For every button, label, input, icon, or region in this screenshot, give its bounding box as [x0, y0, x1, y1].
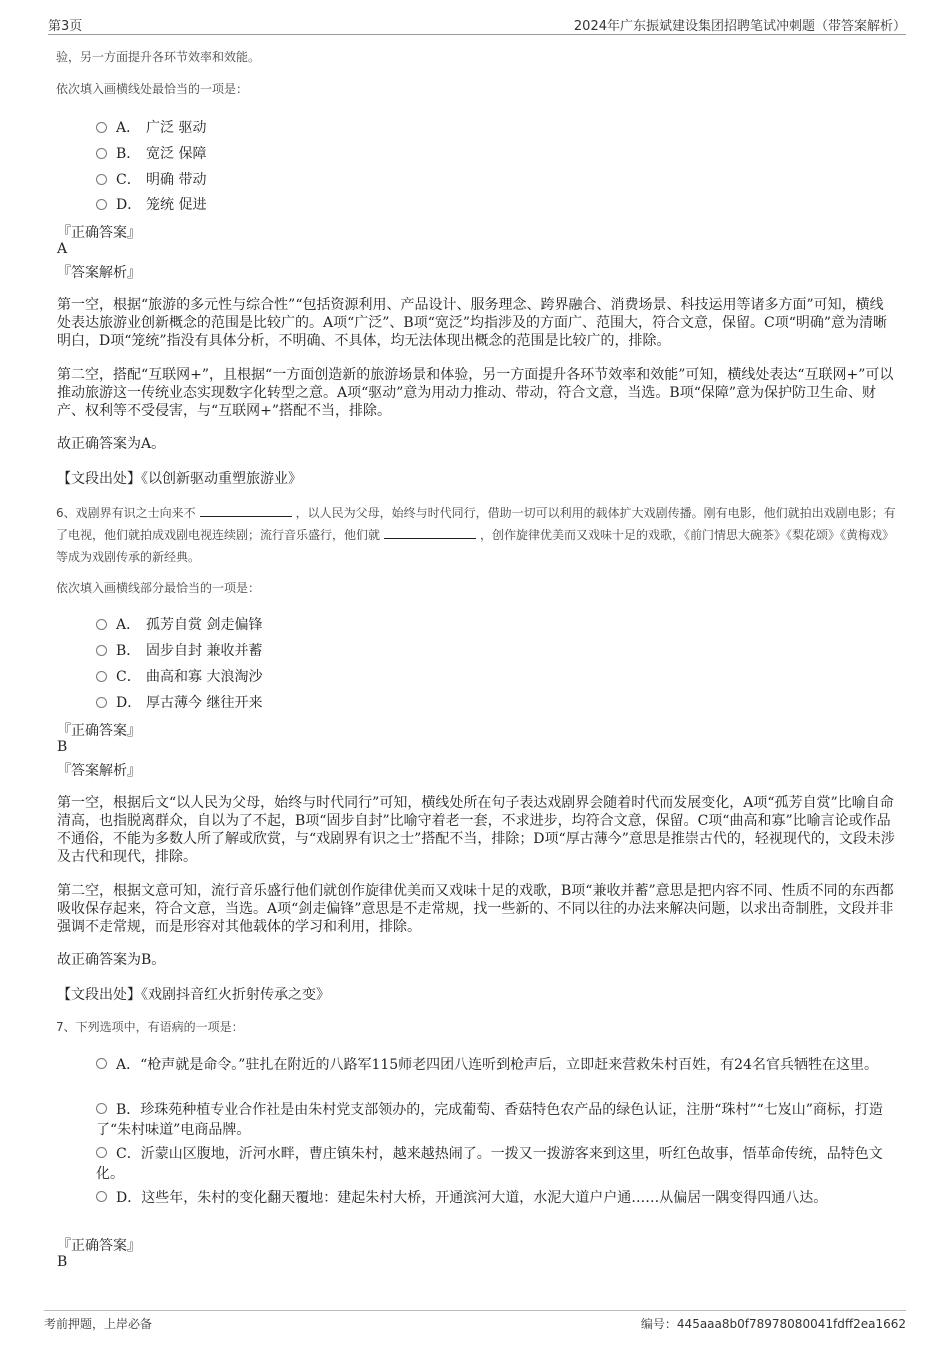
page-number: 第3页	[48, 19, 83, 34]
radio-icon[interactable]	[96, 122, 107, 133]
q6-answer-label: 『正确答案』	[57, 723, 141, 739]
q5-answer: A	[57, 241, 68, 257]
q5-analysis-label: 『答案解析』	[57, 265, 141, 281]
q6-source: 【文段出处】《戏剧抖音红火折射传承之变》	[57, 987, 330, 1003]
q6-option-b[interactable]: B． 固步自封 兼收并蓄	[96, 640, 262, 660]
document-title: 2024年广东振斌建设集团招聘笔试冲刺题（带答案解析）	[573, 19, 906, 34]
blank-line	[200, 504, 292, 517]
q7-option-a[interactable]: A．“枪声就是命令。”驻扎在附近的八路军115师老四团八连听到枪声后，立即赶来营救朱村百姓，有24名官兵牺牲在这里。	[96, 1055, 896, 1075]
q5-analysis-1: 第一空，根据“旅游的多元性与综合性”“包括资源利用、产品设计、服务理念、跨界融合、消费场景、科技运用等诸多方面”可知，横线处表达旅游业创新概念的范围是比较广的。A项“广泛”、B项“宽泛”均指涉及的方面广、范围大，符合文意，保留。C项“明确”意为清晰明白，D项“笼统”指没有具体分析，不明确、不具体，均无法体现出概念的范围是比较广的，排除。	[57, 297, 888, 349]
q6-analysis-1: 第一空，根据后文“以人民为父母，始终与时代同行”可知，横线处所在句子表达戏剧界会随着时代而发展变化，A项“孤芳自赏”比喻自命清高，也指脱离群众，自以为了不起，B项“固步自封”比喻守着老一套，不求进步，均符合文意，保留。C项“曲高和寡”比喻言论或作品不通俗，不能为多数人所了解或欣赏，与“戏剧界有识之士”搭配不当，排除；D项“厚古薄今”意思是推崇古代的，轻视现代的，文段未涉及古代和现代，排除。	[57, 795, 895, 865]
q5-answer-label: 『正确答案』	[57, 225, 141, 241]
q5-option-d[interactable]: D． 笼统 促进	[96, 194, 206, 214]
q6-analysis-3: 故正确答案为B。	[57, 952, 166, 968]
footer-slogan: 考前押题，上岸必备	[44, 1317, 153, 1331]
q5-analysis-3: 故正确答案为A。	[57, 436, 166, 452]
radio-icon[interactable]	[96, 1058, 107, 1069]
radio-icon[interactable]	[96, 671, 107, 682]
radio-icon[interactable]	[96, 619, 107, 630]
q6-option-a[interactable]: A． 孤芳自赏 剑走偏锋	[96, 614, 262, 634]
q6-analysis-label: 『答案解析』	[57, 763, 141, 779]
q7-answer-label: 『正确答案』	[57, 1238, 141, 1254]
q6-answer: B	[57, 739, 68, 755]
q7-option-d[interactable]: D．这些年，朱村的变化翻天覆地：建起朱村大桥，开通滨河大道，水泥大道户户通……从偏居一隅变得四通八达。	[96, 1188, 896, 1208]
radio-icon[interactable]	[96, 199, 107, 210]
q7-answer: B	[57, 1254, 68, 1270]
q5-option-c[interactable]: C． 明确 带动	[96, 169, 206, 189]
q6-stem: 6、戏剧界有识之士向来不 ，以人民为父母，始终与时代同行，借助一切可以利用的载体扩大戏剧传播。刚有电影，他们就拍出戏剧电影；有了电视，他们就拍成戏剧电视连续剧；流行音乐盛行，他们就 ，创作旋律优美而又戏味十足的戏歌，《前门情思大碗茶》《梨花颂》《黄梅戏》等成为戏剧传承的新经典。	[56, 506, 896, 564]
q5-analysis-2: 第二空，搭配“互联网+”，且根据“一方面创造新的旅游场景和体验，另一方面提升各环节效率和效能”可知，横线处表达“互联网+”可以推动旅游这一传统业态实现数字化转型之意。A项“驱动”意为用动力推动、带动，符合文意，当选。B项“保障”意为保护防卫生命、财产、权利等不受侵害，与“互联网+”搭配不当，排除。	[57, 367, 894, 419]
q5-option-b[interactable]: B． 宽泛 保障	[96, 143, 206, 163]
radio-icon[interactable]	[96, 697, 107, 708]
q5-source: 【文段出处】《以创新驱动重塑旅游业》	[57, 471, 302, 487]
q5-prompt: 依次填入画横线处最恰当的一项是：	[56, 82, 249, 96]
page-header	[48, 12, 906, 35]
q7-option-c[interactable]: C．沂蒙山区腹地，沂河水畔，曹庄镇朱村，越来越热闹了。一拨又一拨游客来到这里，听红色故事，悟革命传统，品特色文化。	[96, 1146, 883, 1182]
radio-icon[interactable]	[96, 174, 107, 185]
q6-analysis-2: 第二空，根据文意可知，流行音乐盛行他们就创作旋律优美而又戏味十足的戏歌，B项“兼收并蓄”意思是把内容不同、性质不同的东西都吸收保存起来，符合文意，当选。A项“剑走偏锋”意思是不走常规，找一些新的、不同以往的办法来解决问题，以求出奇制胜，文段并非强调不走常规，而是形容对其他载体的学习和利用，排除。	[57, 883, 894, 935]
q5-stem-tail: 验，另一方面提升各环节效率和效能。	[56, 50, 261, 64]
q6-prompt: 依次填入画横线部分最恰当的一项是：	[56, 581, 261, 595]
radio-icon[interactable]	[96, 148, 107, 159]
q7-option-b[interactable]: B．珍珠苑种植专业合作社是由朱村党支部领办的，完成葡萄、香菇特色农产品的绿色认证，注册“珠村”“七岌山”商标，打造了“朱村味道”电商品牌。	[96, 1102, 883, 1138]
radio-icon[interactable]	[96, 1191, 107, 1202]
page-footer	[44, 1310, 906, 1331]
document-code: 编号：445aaa8b0f78978080041fdff2ea1662	[640, 1317, 906, 1331]
q5-option-a[interactable]: A． 广泛 驱动	[96, 117, 206, 137]
radio-icon[interactable]	[96, 645, 107, 656]
q6-option-c[interactable]: C． 曲高和寡 大浪淘沙	[96, 666, 262, 686]
q6-option-d[interactable]: D． 厚古薄今 继往开来	[96, 692, 262, 712]
blank-line	[384, 526, 476, 539]
radio-icon[interactable]	[96, 1103, 107, 1114]
q7-stem: 7、下列选项中，有语病的一项是：	[56, 1020, 244, 1034]
radio-icon[interactable]	[96, 1147, 107, 1158]
